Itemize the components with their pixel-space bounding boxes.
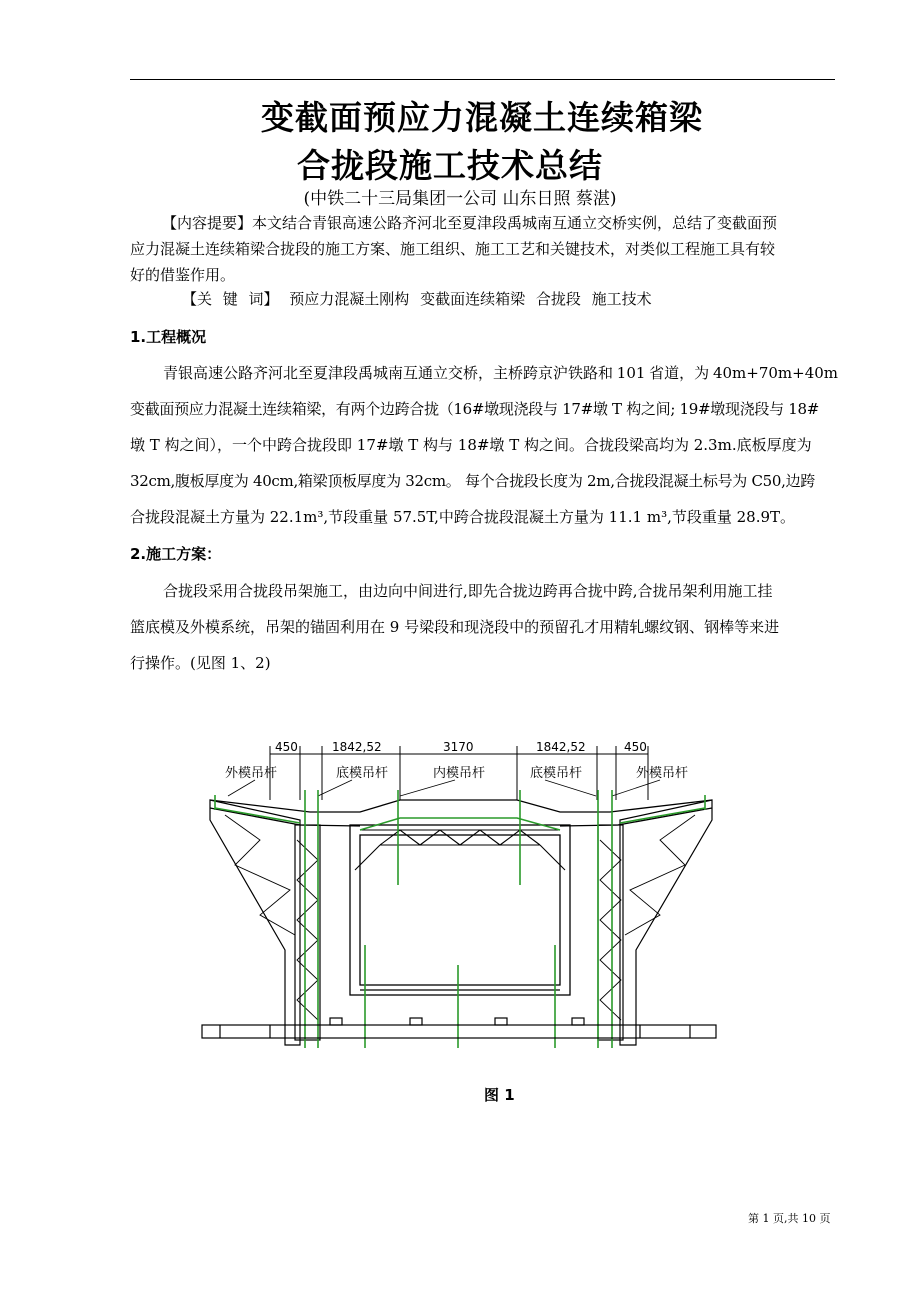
keywords: 【关 键 词】 预应力混凝土刚构 变截面连续箱梁 合拢段 施工技术: [182, 290, 652, 308]
rod-labels: [225, 765, 688, 781]
title-line-2: 合拢段施工技术总结: [297, 146, 603, 185]
header-rule: [130, 79, 835, 80]
dimension-labels: [275, 740, 647, 754]
rod-label: 底模吊杆: [336, 766, 389, 781]
figure-caption: 图 1: [484, 1086, 515, 1104]
paragraph-line: 32cm,腹板厚度为 40cm,箱梁顶板厚度为 32cm。 每个合拢段长度为 2m,合拢段混凝土标号为 C50,边跨: [130, 472, 815, 490]
section-2-heading: 2.施工方案：: [130, 545, 222, 563]
title-line-1: 变截面预应力混凝土连续箱梁: [261, 98, 703, 137]
dim-label: 450: [624, 740, 647, 754]
dim-label: 3170: [443, 740, 474, 754]
abstract-line: 好的借鉴作用。: [130, 266, 236, 284]
dim-label: 1842,52: [536, 740, 586, 754]
rod-label: 内模吊杆: [433, 766, 486, 781]
rod-label: 外模吊杆: [225, 766, 278, 781]
abstract-line: 【内容提要】本文结合青银高速公路齐河北至夏津段禹城南互通立交桥实例，总结了变截面预: [162, 214, 778, 232]
inner-truss: [355, 830, 565, 870]
rod-label: 外模吊杆: [636, 766, 689, 781]
outer-frame: [210, 800, 712, 1045]
paragraph-line: 合拢段混凝土方量为 22.1m³,节段重量 57.5T,中跨合拢段混凝土方量为 11.1 m³,节段重量 28.9T。: [130, 508, 796, 526]
paragraph-line: 行操作。(见图 1、2): [130, 654, 271, 672]
paragraph-line: 合拢段采用合拢段吊架施工，由边向中间进行,即先合拢边跨再合拢中跨,合拢吊架利用施工挂: [163, 582, 773, 600]
paragraph-line: 墩 T 构之间），一个中跨合拢段即 17#墩 T 构与 18#墩 T 构之间。合拢段梁高均为 2.3m.底板厚度为: [130, 436, 812, 454]
abstract-line: 应力混凝土连续箱梁合拢段的施工方案、施工组织、施工工艺和关键技术，对类似工程施工具有较: [130, 240, 776, 258]
paragraph-line: 青银高速公路齐河北至夏津段禹城南互通立交桥，主桥跨京沪铁路和 101 省道，为 40m+70m+40m: [163, 364, 839, 382]
dim-label: 1842,52: [332, 740, 382, 754]
bottom-beam: [202, 1018, 716, 1038]
page-footer: 第 1 页,共 10 页: [748, 1212, 831, 1225]
hanger-rods: [215, 790, 705, 1048]
section-1-heading: 1.工程概况: [130, 328, 207, 346]
author-line: (中铁二十三局集团一公司 山东日照 蔡湛): [303, 189, 617, 209]
dim-label: 450: [275, 740, 298, 754]
paragraph-line: 篮底模及外模系统，吊架的锚固利用在 9 号梁段和现浇段中的预留孔才用精轧螺纹钢、钢棒等来进: [130, 618, 780, 636]
paragraph-line: 变截面预应力混凝土连续箱梁，有两个边跨合拢（16#墩现浇段与 17#墩 T 构之间; 19#墩现浇段与 18#: [130, 400, 820, 418]
figure-1-drawing: [0, 730, 920, 1060]
rod-label: 底模吊杆: [530, 766, 583, 781]
